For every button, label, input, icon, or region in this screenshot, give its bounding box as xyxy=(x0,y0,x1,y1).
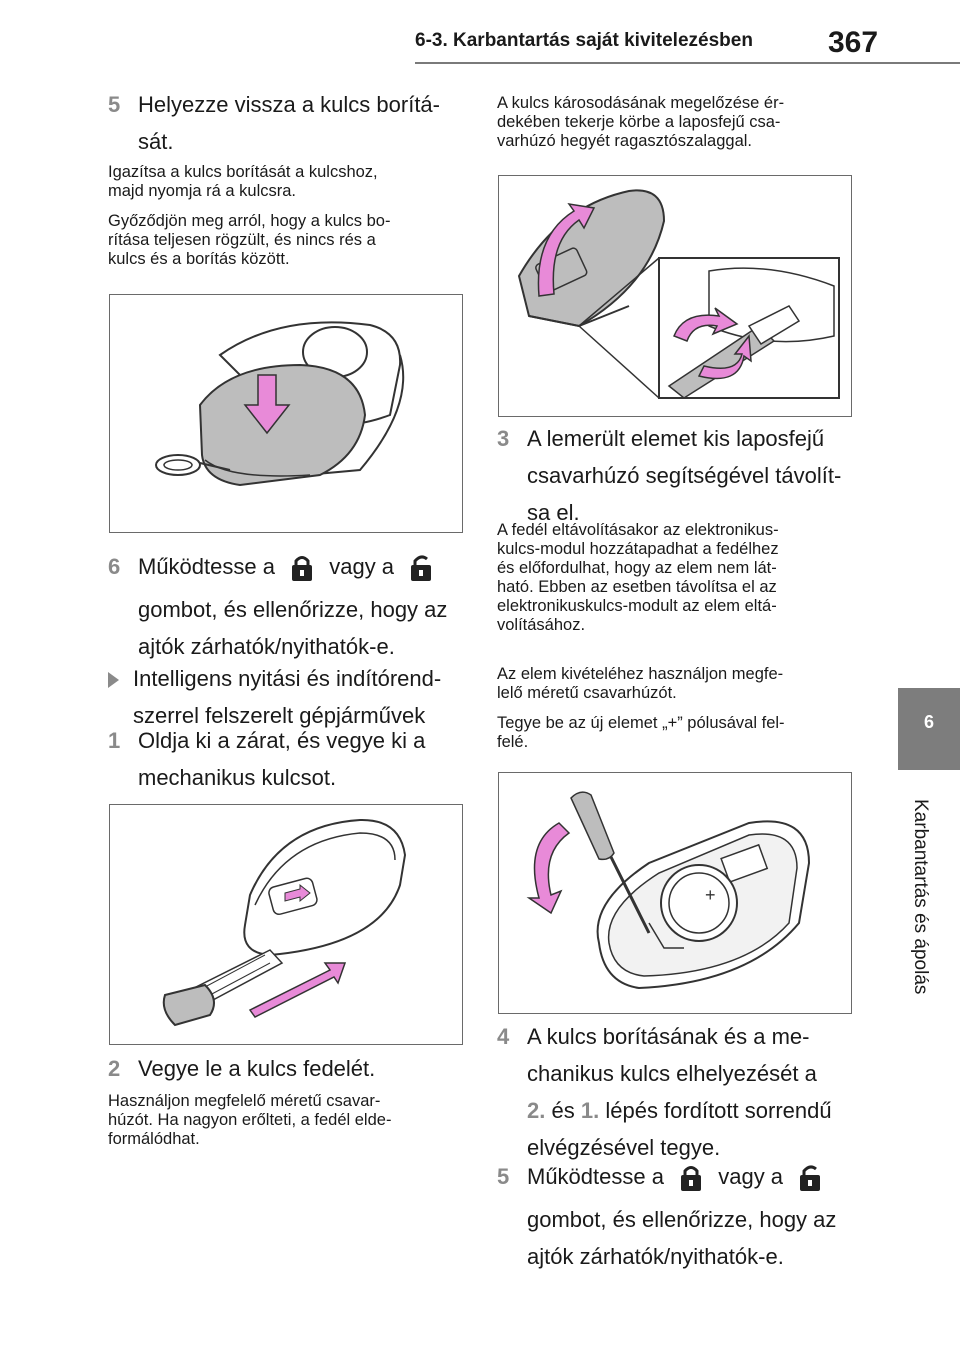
page-number: 367 xyxy=(828,26,879,59)
pry-cover-illustration xyxy=(499,176,851,416)
note-check-cover xyxy=(108,212,468,269)
step-ref: 2. xyxy=(527,1098,546,1123)
battery-plus-symbol: + xyxy=(705,885,716,905)
step-text: vagy a xyxy=(718,1164,784,1189)
note-line: kulcs és a borítás között. xyxy=(108,250,290,268)
step-text-cont: sa el. xyxy=(527,500,580,525)
step-text-cont: gombot, és ellenőrizze, hogy az xyxy=(138,597,448,622)
step-4-right xyxy=(497,1018,857,1166)
note-line: A fedél eltávolításakor az elektronikus- xyxy=(497,521,779,539)
note-line: ható. Ebben az esetben távolítsa el az xyxy=(497,578,777,596)
step-5-right xyxy=(497,1158,857,1275)
step-text-cont: ajtók zárhatók/nyithatók-e. xyxy=(138,634,395,659)
mechanical-key-illustration xyxy=(110,805,462,1044)
step-text: lépés fordított sorrendű xyxy=(605,1098,832,1123)
section-text: Intelligens nyitási és indítórend- xyxy=(133,666,442,691)
note-line: formálódhat. xyxy=(108,1130,200,1148)
step-number: 3 xyxy=(497,426,510,451)
step-text: Helyezze vissza a kulcs borítá- xyxy=(138,92,440,117)
step-text-cont: sát. xyxy=(138,129,174,154)
chapter-label-wrap xyxy=(900,788,940,1018)
step-text-cont: mechanikus kulcsot. xyxy=(138,765,337,790)
note-line: kulcs-modul hozzátapadhat a fedélhez xyxy=(497,540,779,558)
step-3-right xyxy=(497,420,857,531)
step-number: 5 xyxy=(497,1164,510,1189)
step-text: A kulcs borításának és a me- xyxy=(527,1024,810,1049)
note-line: felé. xyxy=(497,733,529,751)
step-text-cont: chanikus kulcs elhelyezését a xyxy=(527,1061,817,1086)
note-line: Használjon megfelelő méretű csavar- xyxy=(108,1092,381,1110)
step-text: Vegye le a kulcs fedelét. xyxy=(138,1056,376,1081)
step-number: 2 xyxy=(108,1056,121,1081)
step-text-cont: gombot, és ellenőrizze, hogy az xyxy=(527,1207,837,1232)
step-6-left xyxy=(108,548,468,665)
step-text: Működtesse a xyxy=(138,554,275,579)
step-2-left xyxy=(108,1050,468,1087)
note-line: Győződjön meg arról, hogy a kulcs bo- xyxy=(108,212,391,230)
header-rule xyxy=(415,62,960,64)
note-line: A kulcs károsodásának megelőzése ér- xyxy=(497,94,785,112)
step-text: A lemerült elemet kis laposfejű xyxy=(527,426,825,451)
note-line: elektronikuskulcs-modult az elem eltá- xyxy=(497,597,777,615)
step-number: 4 xyxy=(497,1024,510,1049)
step-number: 6 xyxy=(108,554,121,579)
step-text: vagy a xyxy=(329,554,395,579)
battery-removal-illustration xyxy=(499,773,851,1013)
note-line: Igazítsa a kulcs borítását a kulcshoz, xyxy=(108,163,378,181)
step-number: 5 xyxy=(108,92,121,117)
note-align-cover xyxy=(108,163,468,201)
step-text-cont: elvégzésével tegye. xyxy=(527,1135,721,1160)
step-number: 1 xyxy=(108,728,121,753)
lock-icon xyxy=(678,1163,704,1193)
key-cover-illustration xyxy=(110,295,462,532)
note-line: varhúzó hegyét ragasztószalaggal. xyxy=(497,132,752,150)
step-text-cont: ajtók zárhatók/nyithatók-e. xyxy=(527,1244,784,1269)
unlock-icon xyxy=(797,1163,823,1193)
step-text: és xyxy=(551,1098,575,1123)
figure-mechanical-key xyxy=(109,804,463,1045)
lock-icon xyxy=(289,553,315,583)
figure-key-cover-press xyxy=(109,294,463,533)
section-text-cont: szerrel felszerelt gépjárművek xyxy=(133,703,426,728)
unlock-icon xyxy=(408,553,434,583)
step-5-left xyxy=(108,86,468,160)
bullet-arrow-icon xyxy=(108,672,119,688)
note-tape-screwdriver xyxy=(497,94,857,151)
note-screwdriver-size xyxy=(497,665,857,703)
note-line: rítása teljesen rögzült, és nincs rés a xyxy=(108,231,376,249)
step-ref: 1. xyxy=(580,1098,600,1123)
note-module-stick xyxy=(497,521,857,635)
note-line: húzót. Ha nagyon erőlteti, a fedél elde- xyxy=(108,1111,392,1129)
chapter-label: Karbantartás és ápolás xyxy=(910,799,931,995)
note-screwdriver-warning xyxy=(108,1092,468,1149)
note-line: dekében tekerje körbe a laposfejű csa- xyxy=(497,113,781,131)
step-text: Működtesse a xyxy=(527,1164,664,1189)
note-line: lelő méretű csavarhúzót. xyxy=(497,684,677,702)
note-line: és előfordulhat, hogy az elem nem lát- xyxy=(497,559,777,577)
note-line: Tegye be az új elemet „+” pólusával fel- xyxy=(497,714,785,732)
figure-battery-removal xyxy=(498,772,852,1014)
note-line: majd nyomja rá a kulcsra. xyxy=(108,182,296,200)
step-text: Oldja ki a zárat, és vegye ki a xyxy=(138,728,426,753)
step-text-cont: csavarhúzó segítségével távolít- xyxy=(527,463,842,488)
step-1-left xyxy=(108,722,468,796)
note-polarity xyxy=(497,714,857,752)
note-line: volításához. xyxy=(497,616,586,634)
note-line: Az elem kivételéhez használjon megfe- xyxy=(497,665,784,683)
section-header: 6-3. Karbantartás saját kivitelezésben xyxy=(415,30,753,51)
chapter-number: 6 xyxy=(923,712,934,732)
step-text-cont xyxy=(497,1092,857,1129)
figure-pry-cover xyxy=(498,175,852,417)
